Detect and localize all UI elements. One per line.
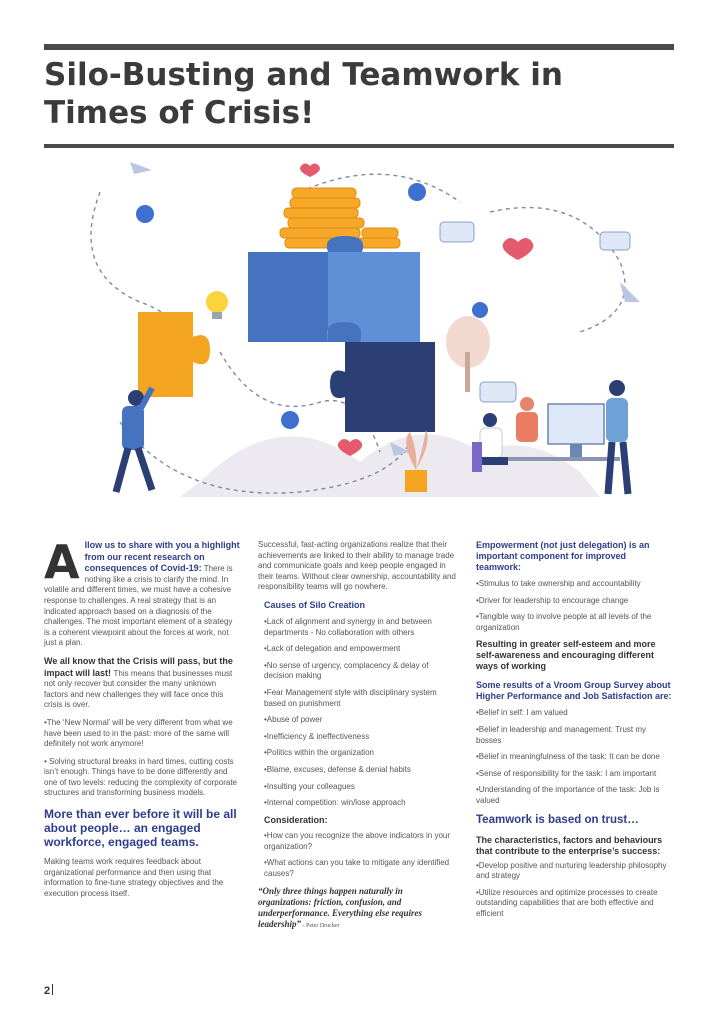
list-item: •Lack of alignment and synergy in and between departments - No collaboration with others: [264, 616, 432, 637]
crisis-body: This means that businesses must not only recover but consider the many unknown factors and new challenges they will face once this crisis is over.: [44, 668, 233, 710]
heart-icon: [300, 164, 320, 178]
intro-paragraph: [44, 535, 240, 649]
list-item: •Inefficiency & ineffectiveness: [264, 731, 370, 741]
characteristics-statement: The characteristics, factors and behaviours that contribute to the enterprise’s success:: [476, 834, 663, 856]
top-rule: [44, 44, 674, 50]
trust-list: [470, 861, 672, 920]
list-item: •Belief in leadership and management: Trust my bosses: [476, 724, 646, 745]
list-item: •Belief in self: I am valued: [476, 708, 568, 718]
dropcap-letter: A: [44, 535, 80, 589]
page-number: [44, 984, 53, 997]
list-item: •What actions can you take to mitigate any identified causes?: [264, 858, 450, 879]
causes-list: [258, 617, 456, 809]
background-hills: [180, 434, 600, 497]
intro-highlight: llow us to share with you a highlight from our recent research on consequences of Covid-19:: [84, 540, 240, 574]
list-item: •Belief in meaningfulness of the task: It can be done: [476, 752, 660, 762]
list-item: •Abuse of power: [264, 715, 323, 725]
list-item: •Blame, excuses, defense & denial habits: [264, 764, 411, 774]
lightbulb-icon: [206, 291, 228, 319]
consideration-heading: Consideration:: [264, 814, 328, 825]
column-3: [470, 540, 672, 926]
list-item: •Internal competition: win/lose approach: [264, 798, 406, 808]
list-item: •Understanding of the importance of the task: Job is valued: [476, 785, 660, 805]
page-number-value: 2: [44, 985, 51, 997]
causes-heading: Causes of Silo Creation: [264, 599, 366, 610]
heart-icon: [503, 238, 534, 260]
list-item: •No sense of urgency, complacency & delay of decision making: [264, 660, 429, 681]
list-item: •How can you recognize the above indicators in your organization?: [264, 831, 451, 851]
feedback-paragraph: Making teams work requires feedback about organizational performance and then using that information to fine-tune strategy objectives and the execution process itself.: [44, 857, 224, 898]
list-item: •Tangible way to involve people at all levels of the organization: [476, 612, 652, 632]
people-heading: More than ever before it will be all about people… an engaged workforce, engaged teams.: [44, 807, 237, 850]
quote-text: “Only three things happen naturally in organizations: friction, confusion, and underperformance. Everything else requires leadership”: [258, 885, 422, 929]
list-item: •Lack of delegation and empowerment: [264, 644, 401, 654]
list-item: •Politics within the organization: [264, 748, 374, 758]
empowerment-list: [470, 579, 672, 633]
dashed-path-right: [490, 208, 625, 332]
crisis-paragraph: [44, 656, 240, 711]
list-item: •Fear Management style with disciplinary system based on punishment: [264, 687, 437, 708]
crisis-highlight: We all know that the Crisis will pass, but the impact will last!: [44, 655, 233, 678]
list-item: •Utilize resources and optimize processes to create outstanding capabilities that are both effective and efficient: [476, 887, 658, 918]
page-number-divider: [52, 984, 53, 995]
empowerment-heading: Empowerment (not just delegation) is an important component for improved teamwork:: [476, 540, 650, 572]
survey-list: [470, 708, 672, 806]
trust-heading: Teamwork is based on trust…: [476, 813, 639, 826]
teamwork-illustration: [60, 152, 660, 532]
intro-body: There is nothing like a crisis to clarify the mind. In volatile and different times, we must have a cohesive response to challenges. A real strategy that is an indicated approach based on a diagnosis of the challenges. The most important element of a strategy is a coherent viewpoint about the forces at work, not just a plan.: [44, 564, 233, 648]
title-underline-rule: [44, 144, 674, 148]
puzzle-piece-navy: [330, 342, 435, 432]
tree-icon: [446, 316, 490, 392]
man-pushing-puzzle-figure: [116, 388, 152, 492]
drucker-quote: [258, 886, 456, 932]
structural-breaks-paragraph: • Solving structural breaks in hard times, cutting costs isn’t enough. Things have to be done differently and one of two levels: reducing the complexity of corporate structures and transforming business models.: [44, 756, 237, 798]
ownership-paragraph: Successful, fast-acting organizations realize that their achievements are linked to their ability to manage trade and communicate goals and keep people engaged in their teams. Without clear ownership, accountability and responsibility teams will go nowhere.: [258, 540, 456, 592]
list-item: •Insulting your colleagues: [264, 781, 355, 791]
quote-author: - Peter Drucker: [301, 922, 340, 929]
list-item: •Sense of responsibility for the task: I am important: [476, 768, 657, 778]
survey-heading: Some results of a Vroom Group Survey about Higher Performance and Job Satisfaction are:: [476, 680, 672, 702]
column-1: [44, 535, 240, 906]
column-2: [258, 540, 456, 939]
result-statement: Resulting in greater self-esteem and more self-awareness and encouraging different ways of working: [476, 639, 656, 672]
puzzle-piece-orange: [138, 312, 210, 397]
list-item: •Stimulus to take ownership and accountability: [476, 579, 641, 588]
new-normal-paragraph: •The ‘New Normal’ will be very different from what we have been used to in the past: more of the same will definitely not work anymore!: [44, 717, 233, 749]
page-title: Silo-Busting and Teamwork in Times of Crisis!: [44, 57, 563, 131]
list-item: •Develop positive and nurturing leadership philosophy and strategy: [476, 860, 667, 881]
list-item: •Driver for leadership to encourage change: [476, 595, 629, 605]
consideration-list: [258, 831, 456, 879]
